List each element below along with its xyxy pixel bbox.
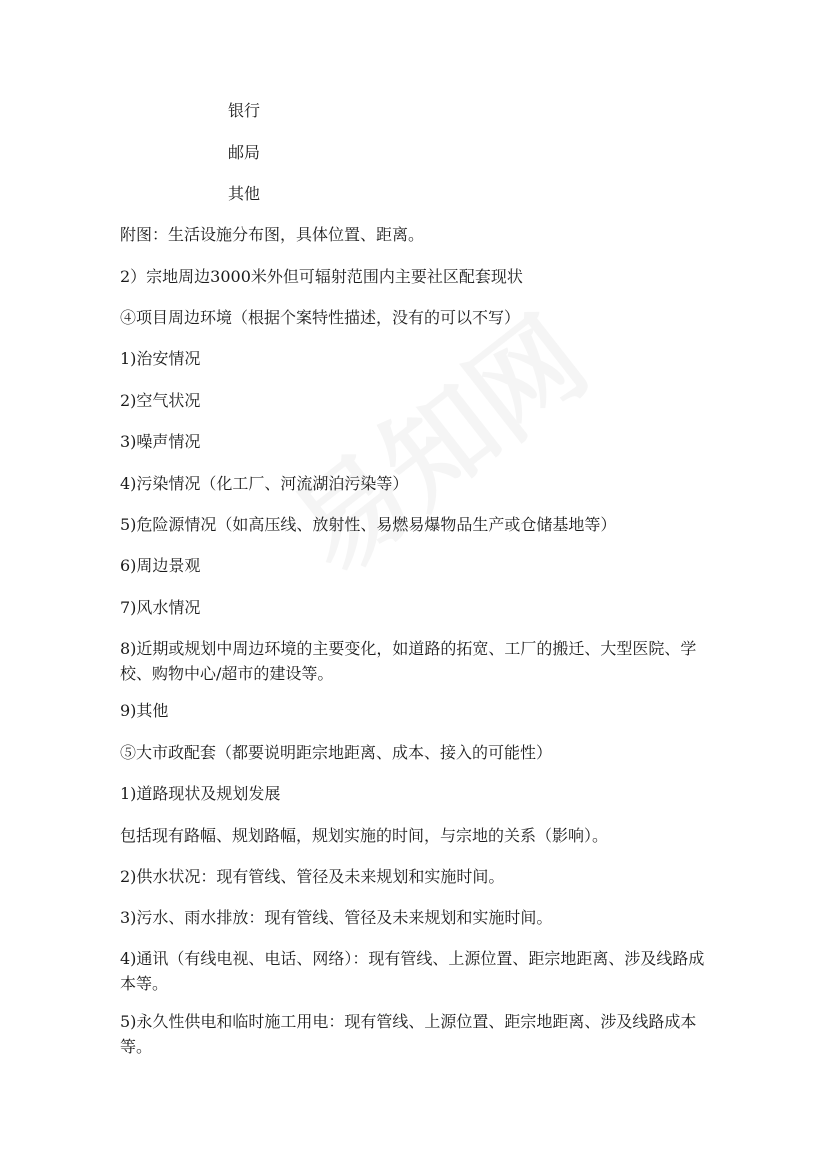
- list-item: 4)污染情况（化工厂、河流湖泊污染等）: [120, 474, 409, 493]
- section-heading: ④项目周边环境（根据个案特性描述，没有的可以不写）: [120, 308, 521, 327]
- text-paragraph: 包括现有路幅、规划路幅，规划实施的时间，与宗地的关系（影响）。: [120, 826, 609, 845]
- list-item: 4)通讯（有线电视、电话、网络）：现有管线、上源位置、距宗地距离、涉及线路成本等。: [120, 949, 705, 993]
- list-item: 8)近期或规划中周边环境的主要变化，如道路的拓宽、工厂的搬迁、大型医院、学校、购物中心/超市的建设等。: [120, 639, 697, 683]
- list-item-other: 其他: [228, 184, 261, 203]
- list-item: 1)治安情况: [120, 349, 201, 368]
- list-item: 6)周边景观: [120, 556, 201, 575]
- list-item: 2)供水状况：现有管线、管径及未来规划和实施时间。: [120, 867, 505, 886]
- list-item-bank: 银行: [228, 101, 261, 120]
- text-paragraph: 2）宗地周边3000米外但可辐射范围内主要社区配套现状: [120, 267, 523, 286]
- list-item: 1)道路现状及规划发展: [120, 784, 281, 803]
- text-paragraph: 附图：生活设施分布图，具体位置、距离。: [120, 225, 425, 244]
- list-item-post-office: 邮局: [228, 143, 261, 162]
- list-item: 9)其他: [120, 701, 169, 720]
- list-item: 3)污水、雨水排放：现有管线、管径及未来规划和实施时间。: [120, 908, 553, 927]
- list-item: 2)空气状况: [120, 391, 201, 410]
- list-item: 3)噪声情况: [120, 432, 201, 451]
- section-heading: ⑤大市政配套（都要说明距宗地距离、成本、接入的可能性）: [120, 743, 553, 762]
- list-item: 7)风水情况: [120, 598, 201, 617]
- list-item: 5)永久性供电和临时施工用电：现有管线、上源位置、距宗地距离、涉及线路成本等。: [120, 1012, 697, 1056]
- list-item: 5)危险源情况（如高压线、放射性、易燃易爆物品生产或仓储基地等）: [120, 515, 617, 534]
